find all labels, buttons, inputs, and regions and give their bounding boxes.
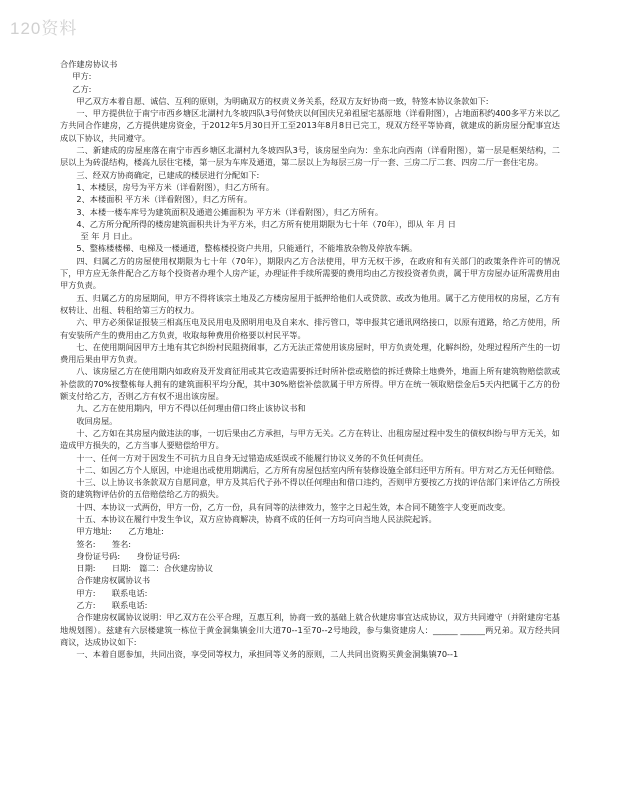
- second-preamble: 合作建房权属协议说明：甲乙双方在公平合理，互惠互利，协商一致的基础上就合伙建房事宜达成协议，双方共同遵守（并附建房宅基地规划图）。兹建有六层楼建筑一栋位于黄金洞集镇金川大道70--1至70--2号地段，参与集资建房人：______ ______两兄弟。双方经共同商议，达成协议如下:: [60, 612, 560, 647]
- clause-2: 二、新建成的房屋座落在南宁市西乡塘区北湖村九冬坡四队3号，该房屋坐向为：坐东北向西南（详看附图），第一层是框架结构，二层以上为砖混结构，楼高九层住宅楼，第一层为车库及通道，第二层以上为每层三房一厅一套、三房二厅二套、四房二厅一套住宅房。: [60, 145, 560, 168]
- second-party-a: 甲方: 联系电话:: [76, 587, 148, 598]
- clause-13: 十三、以上协议书条款双方自愿同意，甲方及其后代子孙不得以任何理由和借口违约，否则甲方要按乙方找的评估部门来评估乙方所投资的建筑物评估价的五倍赔偿给乙方的损失。: [60, 477, 560, 500]
- clause-5: 五、归属乙方的房屋期间，甲方不得将该宗土地及乙方楼房屋用于抵押给他们人或贷款、或改为他用。属于乙方使用权的房屋，乙方有权转让、出租、转租给第三方的权力。: [60, 292, 560, 315]
- clause-9-cont: 收回房屋。: [76, 415, 118, 426]
- second-title: 合作建房权属协议书: [76, 575, 151, 586]
- clause-1: 一、甲方提供位于南宁市西乡塘区北湖村九冬坡四队3号何贽庆以何国庆兄弟祖屋宅基原地（详看附图），占地面积约400多平方米以乙方共同合作建房，乙方提供建房资金，于2012年5月30日开工至2013年8月8日已完工，现双方经平等协商，就建成的新房屋分配事宜达成以下协议，共同遵守。: [60, 108, 560, 143]
- signature-line: 签名: 签名:: [76, 538, 132, 549]
- clause-10: 十、乙方如在其房屋内做违法的事，一切后果由乙方承担，与甲方无关。乙方在转让、出租房屋过程中发生的债权纠纷与甲方无关，如造成甲方损失的，乙方当事人要赔偿给甲方。: [60, 427, 560, 451]
- clause-3-item-2: 2、本楼面积 平方米（详看附图），归乙方所有。: [76, 194, 253, 205]
- clause-3: 三、经双方协商确定，已建成的楼层进行分配如下:: [76, 169, 260, 180]
- clause-7: 七、在使用期间因甲方土地有其它纠纷村民阻挠闹事，乙方无法正常使用该房屋时，甲方负责处理，化解纠纷，处理过程所产生的一切费用后果由甲方负责。: [60, 341, 560, 365]
- clause-3-item-4-end: 至 年 月 日止。: [80, 231, 138, 242]
- watermark: 120资料: [10, 19, 78, 38]
- date-line: 日期: 日期: 篇二：合伙建房协议: [76, 563, 213, 574]
- id-number-line: 身份证号码: 身份证号码:: [76, 550, 181, 561]
- second-party-b: 乙方: 联系电话:: [76, 600, 148, 611]
- clause-15: 十五、本协议在履行中发生争议，双方应协商解决，协商不成的任何一方均可向当地人民法院起诉。: [76, 513, 437, 524]
- document-body: [60, 58, 560, 661]
- doc-title: 合作建房协议书: [60, 59, 118, 69]
- clause-3-item-1: 1、本楼层，房号为平方米（详看附图），归乙方所有。: [76, 181, 275, 192]
- clause-9: 九、乙方在使用期内，甲方不得以任何理由借口终止该协议书和: [76, 403, 306, 414]
- clause-6: 六、甲方必须保证报装三相高压电及民用电及照明用电及自来水、排污管口，等申报其它通讯网络接口，以原有道路，给乙方使用，所有安装所产生的费用由乙方负责，收取每种费用价格要以村民平等。: [60, 317, 560, 340]
- clause-3-item-5: 5、整栋楼楼梯、电梯及一楼通道，整栋楼投资户共用，只能通行，不能堆放杂物及停放车辆。: [76, 243, 418, 254]
- clause-8: 八、该房屋乙方在使用期内如政府及开发商征用或其它改造需要拆迁时所补偿或赔偿的拆迁费除土地费外，地面上所有建筑物赔偿款或补偿款的70%按整栋每人拥有的建筑面积平均分配，其中30%赔偿补偿款属于甲方所得。甲方在统一领取赔偿金后5天内把属于乙方的份额支付给乙方，否则乙方有权不退出该房屋。: [60, 366, 560, 402]
- clause-12: 十二、如因乙方个人原因，中途退出或使用期满后，乙方所有房屋包括室内所有装修设施全部归还甲方所有。甲方对乙方无任何赔偿。: [76, 464, 560, 475]
- clause-3-item-4: 4、乙方所分配所得的楼房建筑面积共计为平方米，归乙方所有使用期限为七十年（70年），即从 年 月 日: [76, 218, 456, 229]
- party-a: 甲方:: [72, 71, 92, 82]
- clause-3-item-3: 3、本楼一楼车库号为建筑面积及通道公摊面积为 平方米（详看附图），归乙方所有。: [76, 206, 384, 217]
- clause-11: 十一、任何一方对于因发生不可抗力且自身无过错造成延误或不能履行协议义务的不负任何责任。: [76, 452, 429, 463]
- clause-14: 十四、本协议一式两份，甲方一份，乙方一份，具有同等的法律效力，签字之日起生效，本合同不随签字人变更而改变。: [76, 501, 511, 512]
- clause-4: 四、归属乙方的房屋使用权期限为七十年（70年），期限内乙方合法使用，甲方无权干涉，在政府和有关部门的政策条件许可的情况下，甲方应无条件配合乙方每个投资者办理个人房产证，办理证件手续所需要的费用均由乙方按投资者负责，属于甲方房屋办证所需费用由甲方负责。: [60, 255, 560, 291]
- party-b: 乙方:: [72, 83, 92, 94]
- second-clause-1: 一、本着自愿参加，共同出资，享受同等权力，承担同等义务的原则，二人共同出资购买黄金洞集镇70--1: [76, 649, 459, 660]
- preamble: 甲乙双方本着自愿、诚信、互利的原则，为明确双方的权责义务关系，经双方友好协商一致，特签本协议条款如下:: [76, 95, 489, 106]
- address-line: 甲方地址: 乙方地址:: [76, 526, 164, 537]
